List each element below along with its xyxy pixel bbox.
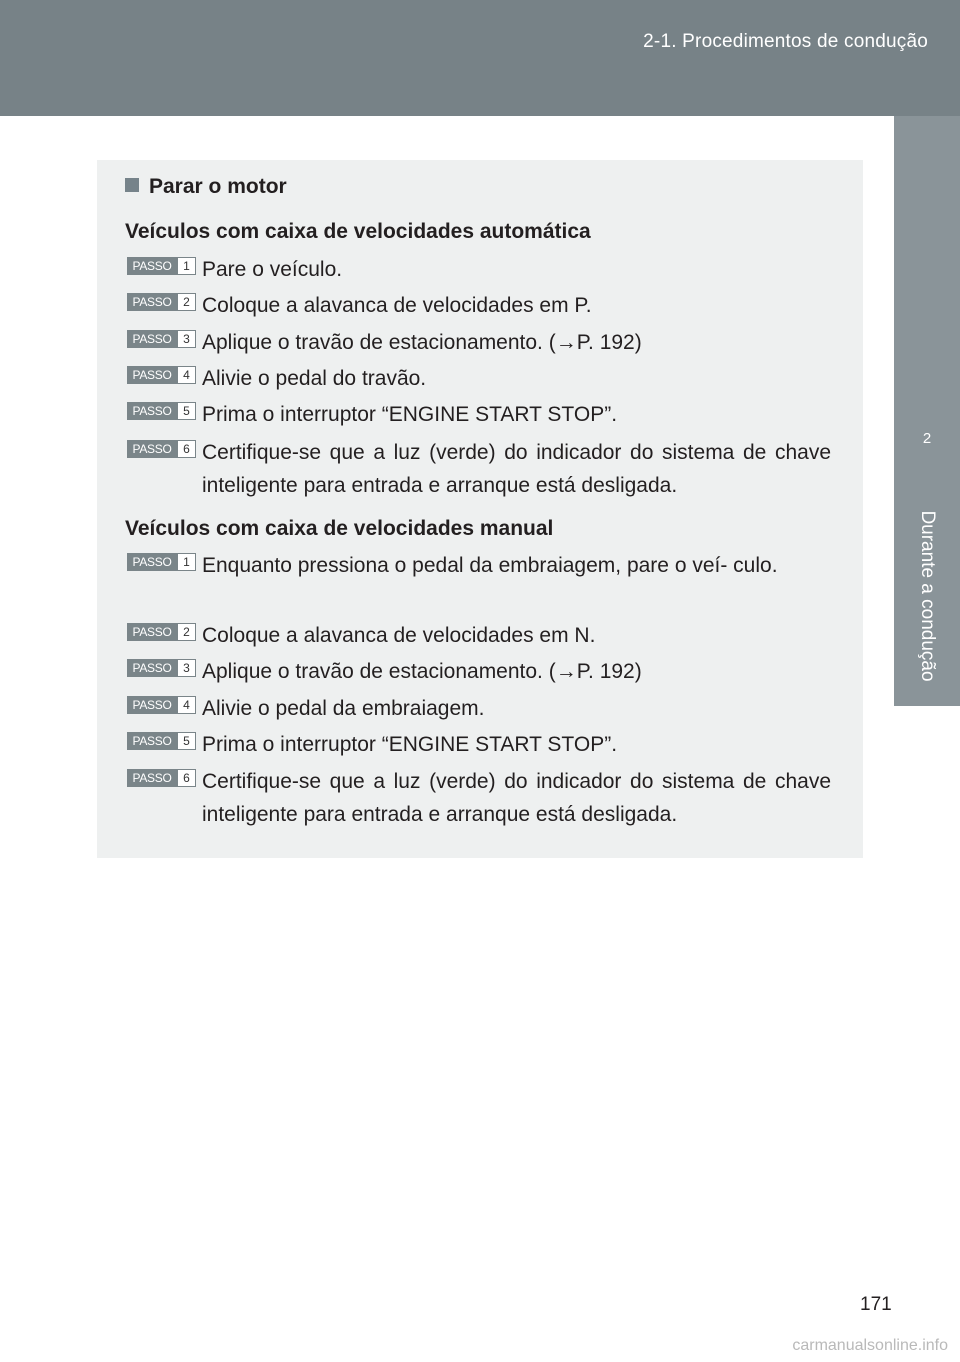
step-badge-label: PASSO <box>127 293 177 311</box>
step-badge-number: 6 <box>177 769 196 787</box>
step-item <box>127 326 831 359</box>
step-text: Prima o interruptor “ENGINE START STOP”. <box>202 403 618 426</box>
step-badge-label: PASSO <box>127 696 177 714</box>
step-badge-number: 3 <box>177 330 196 348</box>
step-badge-label: PASSO <box>127 659 177 677</box>
step-badge <box>127 330 196 348</box>
step-item <box>127 655 831 688</box>
step-item <box>127 398 831 431</box>
watermark: carmanualsonline.info <box>792 1337 948 1354</box>
step-text: Coloque a alavanca de velocidades em N. <box>202 624 596 647</box>
step-item <box>127 619 831 652</box>
step-badge <box>127 623 196 641</box>
step-badge <box>127 440 196 458</box>
chapter-number: 2 <box>922 430 932 447</box>
step-badge-label: PASSO <box>127 623 177 641</box>
step-text: Coloque a alavanca de velocidades em P. <box>202 294 592 317</box>
step-badge-number: 2 <box>177 293 196 311</box>
step-badge <box>127 553 196 571</box>
step-badge-number: 2 <box>177 623 196 641</box>
step-text: Prima o interruptor “ENGINE START STOP”. <box>202 733 618 756</box>
step-badge-label: PASSO <box>127 366 177 384</box>
step-badge-number: 4 <box>177 696 196 714</box>
step-badge-label: PASSO <box>127 732 177 750</box>
chapter-title: Durante a condução <box>917 510 938 682</box>
step-text: Pare o veículo. <box>202 258 343 281</box>
section-heading <box>125 175 287 199</box>
chapter-side-tab <box>894 116 960 706</box>
step-text: Alivie o pedal do travão. <box>202 367 427 390</box>
step-badge-number: 1 <box>177 553 196 571</box>
step-item <box>127 765 831 831</box>
step-badge <box>127 732 196 750</box>
step-item <box>127 289 831 322</box>
step-text: Alivie o pedal da embraiagem. <box>202 697 485 720</box>
step-badge <box>127 402 196 420</box>
step-badge-label: PASSO <box>127 330 177 348</box>
step-item <box>127 549 831 582</box>
step-badge-number: 6 <box>177 440 196 458</box>
step-badge <box>127 769 196 787</box>
step-badge <box>127 696 196 714</box>
step-badge-label: PASSO <box>127 257 177 275</box>
step-badge-label: PASSO <box>127 769 177 787</box>
instruction-box <box>97 160 863 858</box>
step-badge <box>127 293 196 311</box>
automatic-subheading: Veículos com caixa de velocidades automática <box>125 220 591 243</box>
step-badge <box>127 257 196 275</box>
step-text: Aplique o travão de estacionamento. (→P. 192) <box>202 331 642 354</box>
step-badge-number: 4 <box>177 366 196 384</box>
step-badge-number: 5 <box>177 732 196 750</box>
step-badge <box>127 659 196 677</box>
step-item <box>127 692 831 725</box>
step-badge-number: 3 <box>177 659 196 677</box>
section-heading-text: Parar o motor <box>149 175 287 198</box>
step-text: Certifique-se que a luz (verde) do indicador do sistema de chave inteligente para entrada e arranque está desligada. <box>202 441 831 497</box>
square-bullet-icon <box>125 178 139 192</box>
manual-subheading: Veículos com caixa de velocidades manual <box>125 517 554 540</box>
step-item <box>127 253 831 286</box>
step-badge-label: PASSO <box>127 553 177 571</box>
step-badge-label: PASSO <box>127 402 177 420</box>
step-text: Certifique-se que a luz (verde) do indicador do sistema de chave inteligente para entrada e arranque está desligada. <box>202 770 831 826</box>
step-badge-number: 1 <box>177 257 196 275</box>
step-badge-label: PASSO <box>127 440 177 458</box>
step-item <box>127 362 831 395</box>
section-title: 2-1. Procedimentos de condução <box>643 31 928 52</box>
step-badge <box>127 366 196 384</box>
step-text: Aplique o travão de estacionamento. (→P. 192) <box>202 660 642 683</box>
step-text: Enquanto pressiona o pedal da embraiagem, pare o veí- culo. <box>202 554 778 577</box>
step-item <box>127 436 831 502</box>
step-item <box>127 728 831 761</box>
header-bar <box>0 0 960 116</box>
step-badge-number: 5 <box>177 402 196 420</box>
page-number: 171 <box>860 1294 892 1315</box>
